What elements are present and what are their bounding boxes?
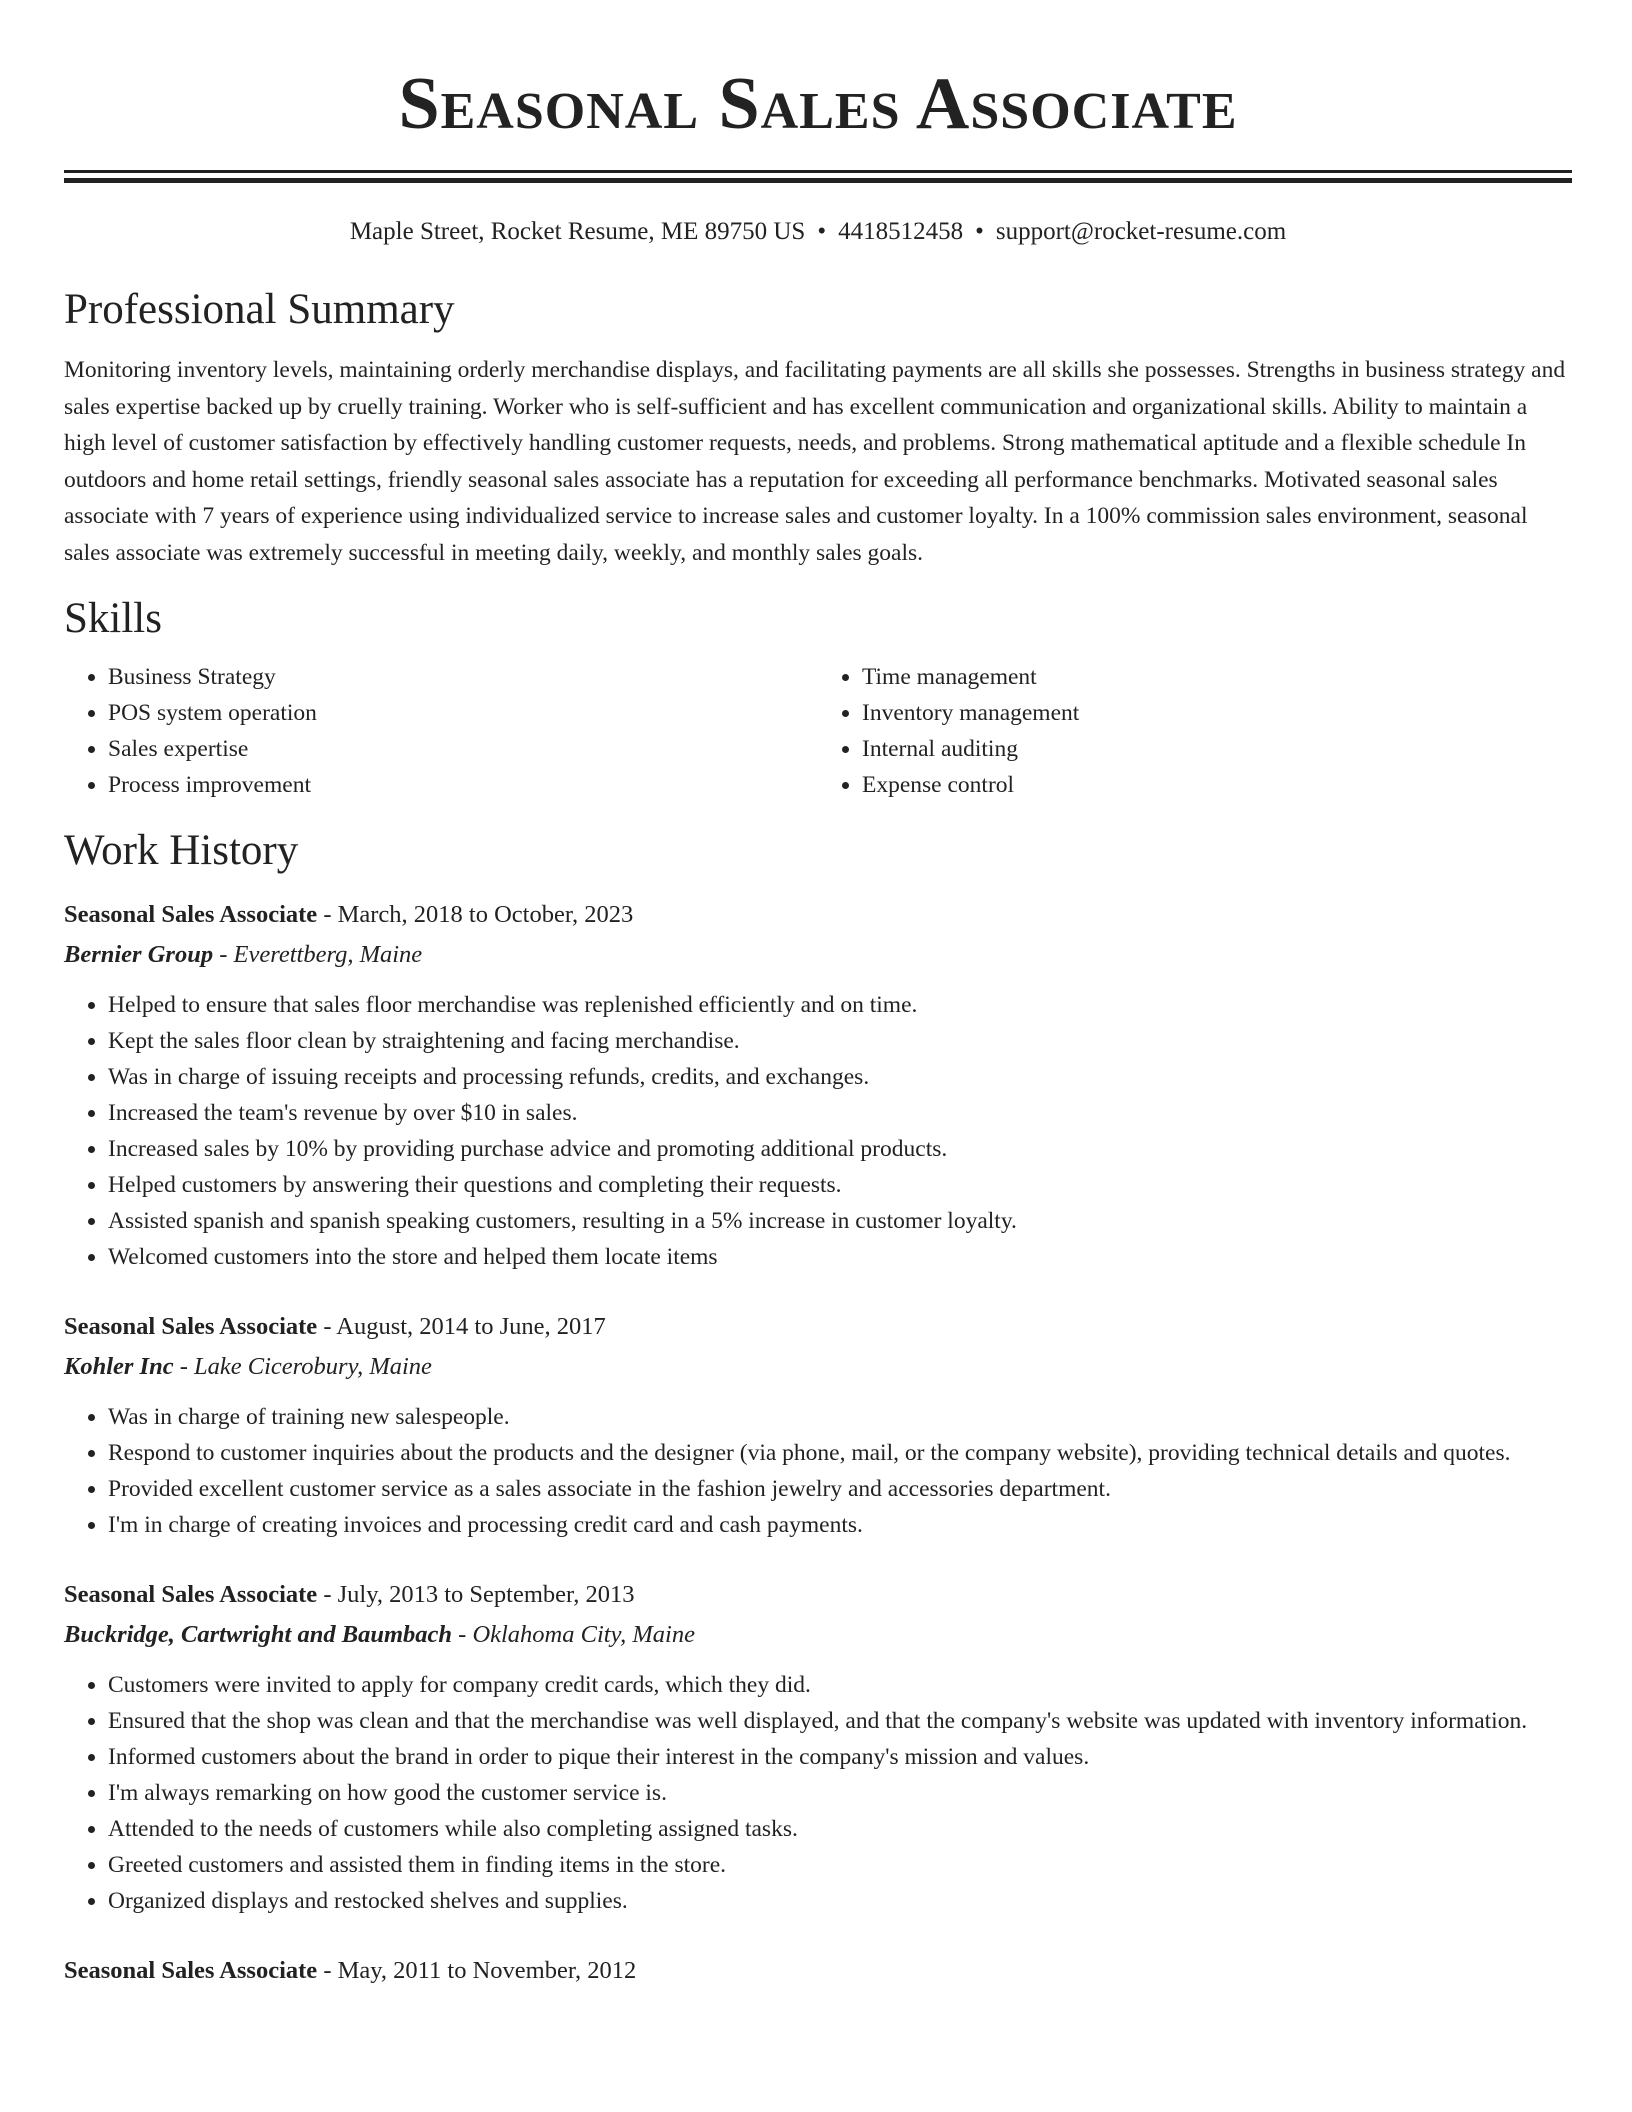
job-entry <box>64 1951 1572 1991</box>
company-dash: - <box>452 1621 473 1648</box>
contact-phone: 4418512458 <box>838 218 964 245</box>
job-dash: - <box>317 1957 338 1984</box>
job-bullet: • Was in charge of issuing receipts and processing refunds, credits, and exchanges. <box>108 1059 1572 1095</box>
company-dash: - <box>173 1353 195 1380</box>
job-title-line <box>64 1575 1572 1615</box>
job-bullet: • Was in charge of training new salespeople. <box>108 1399 1572 1435</box>
skill-item: • Inventory management <box>862 695 1572 731</box>
job-bullet: • I'm in charge of creating invoices and processing credit card and cash payments. <box>108 1507 1572 1543</box>
company-dash: - <box>213 941 234 968</box>
contact-address: Maple Street, Rocket Resume, ME 89750 US <box>349 218 806 245</box>
job-bullet: • Organized displays and restocked shelves and supplies. <box>108 1883 1572 1919</box>
job-dash: - <box>317 1581 338 1608</box>
skills-column-left <box>64 659 818 803</box>
job-title-line <box>64 895 1572 935</box>
job-bullet: • Greeted customers and assisted them in finding items in the store. <box>108 1847 1572 1883</box>
job-bullet: • Provided excellent customer service as a sales associate in the fashion jewelry and accessories department. <box>108 1471 1572 1507</box>
skill-item: • Process improvement <box>108 767 818 803</box>
contact-separator: • <box>817 218 827 245</box>
job-bullet: • Kept the sales floor clean by straightening and facing merchandise. <box>108 1023 1572 1059</box>
job-dash: - <box>317 901 338 928</box>
summary-text: Monitoring inventory levels, maintaining orderly merchandise displays, and facilitating payments are all skills she possesses. Strengths in business strategy and sales expertise backed up by cruelly training. Worker who is self-sufficient and has excellent communication and organizational skills. Ability to maintain a high level of customer satisfaction by effectively handling customer requests, needs, and problems. Strong mathematical aptitude and a flexible schedule In outdoors and home retail settings, friendly seasonal sales associate has a reputation for exceeding all performance benchmarks. Motivated seasonal sales associate with 7 years of experience using individualized service to increase sales and customer loyalty. In a 100% commission sales environment, seasonal sales associate was extremely successful in meeting daily, weekly, and monthly sales goals. <box>64 357 1566 566</box>
resume-page <box>64 0 1572 1991</box>
job-entry <box>64 895 1572 1275</box>
company-line <box>64 1615 1572 1655</box>
job-bullet: • Increased the team's revenue by over $10 in sales. <box>108 1095 1572 1131</box>
skills-column-right <box>818 659 1572 803</box>
company-line <box>64 935 1572 975</box>
contact-email: support@rocket-resume.com <box>995 218 1287 245</box>
skill-item: • POS system operation <box>108 695 818 731</box>
job-bullet: • Attended to the needs of customers while also completing assigned tasks. <box>108 1811 1572 1847</box>
title-double-rule <box>64 170 1572 182</box>
job-bullets <box>64 987 1572 1275</box>
company-location: Oklahoma City, Maine <box>472 1621 695 1648</box>
job-dates: July, 2013 to September, 2013 <box>337 1581 635 1608</box>
job-bullet: • Helped customers by answering their questions and completing their requests. <box>108 1167 1572 1203</box>
skill-item: • Internal auditing <box>862 731 1572 767</box>
company-name: Kohler Inc <box>64 1353 174 1380</box>
job-title-line <box>64 1951 1572 1991</box>
job-entry <box>64 1307 1572 1543</box>
job-bullets <box>64 1667 1572 1919</box>
contact-separator: • <box>975 218 984 245</box>
job-title-line <box>64 1307 1572 1347</box>
job-dates: March, 2018 to October, 2023 <box>337 901 634 928</box>
job-title: Seasonal Sales Associate <box>64 1581 318 1608</box>
job-title: Seasonal Sales Associate <box>64 1957 318 1984</box>
company-location: Lake Cicerobury, Maine <box>194 1353 432 1380</box>
summary-heading: Professional Summary <box>64 286 455 333</box>
skill-item: • Sales expertise <box>108 731 818 767</box>
company-location: Everettberg, Maine <box>233 941 423 968</box>
job-bullet: • Ensured that the shop was clean and that the merchandise was well displayed, and that the company's website was updated with inventory information. <box>108 1703 1572 1739</box>
job-bullet: • Assisted spanish and spanish speaking customers, resulting in a 5% increase in customer loyalty. <box>108 1203 1572 1239</box>
job-bullet: • Increased sales by 10% by providing purchase advice and promoting additional products. <box>108 1131 1572 1167</box>
job-bullet: • Welcomed customers into the store and helped them locate items <box>108 1239 1572 1275</box>
work-history-heading: Work History <box>64 827 299 874</box>
job-bullet: • Informed customers about the brand in order to pique their interest in the company's mission and values. <box>108 1739 1572 1775</box>
job-bullet: • I'm always remarking on how good the customer service is. <box>108 1775 1572 1811</box>
skill-item: • Business Strategy <box>108 659 818 695</box>
job-title: Seasonal Sales Associate <box>64 1313 318 1340</box>
skills-heading: Skills <box>64 595 162 642</box>
job-bullet: • Respond to customer inquiries about the products and the designer (via phone, mail, or the company website), providing technical details and quotes. <box>108 1435 1572 1471</box>
job-entry <box>64 1575 1572 1919</box>
job-bullets <box>64 1399 1572 1543</box>
company-line <box>64 1347 1572 1387</box>
job-dates: August, 2014 to June, 2017 <box>336 1313 606 1340</box>
contact-line <box>64 216 1572 248</box>
job-title: Seasonal Sales Associate <box>64 901 318 928</box>
job-bullet: • Customers were invited to apply for company credit cards, which they did. <box>108 1667 1572 1703</box>
job-dash: - <box>317 1313 337 1340</box>
skill-item: • Expense control <box>862 767 1572 803</box>
skill-item: • Time management <box>862 659 1572 695</box>
resume-title: Seasonal Sales Associate <box>398 63 1238 145</box>
company-name: Buckridge, Cartwright and Baumbach <box>64 1621 453 1648</box>
company-name: Bernier Group <box>64 941 214 968</box>
job-bullet: • Helped to ensure that sales floor merchandise was replenished efficiently and on time. <box>108 987 1572 1023</box>
job-dates: May, 2011 to November, 2012 <box>337 1957 637 1984</box>
skills-grid <box>64 659 1572 803</box>
title-rule-thin <box>64 170 1572 173</box>
title-rule-thick <box>64 178 1572 183</box>
